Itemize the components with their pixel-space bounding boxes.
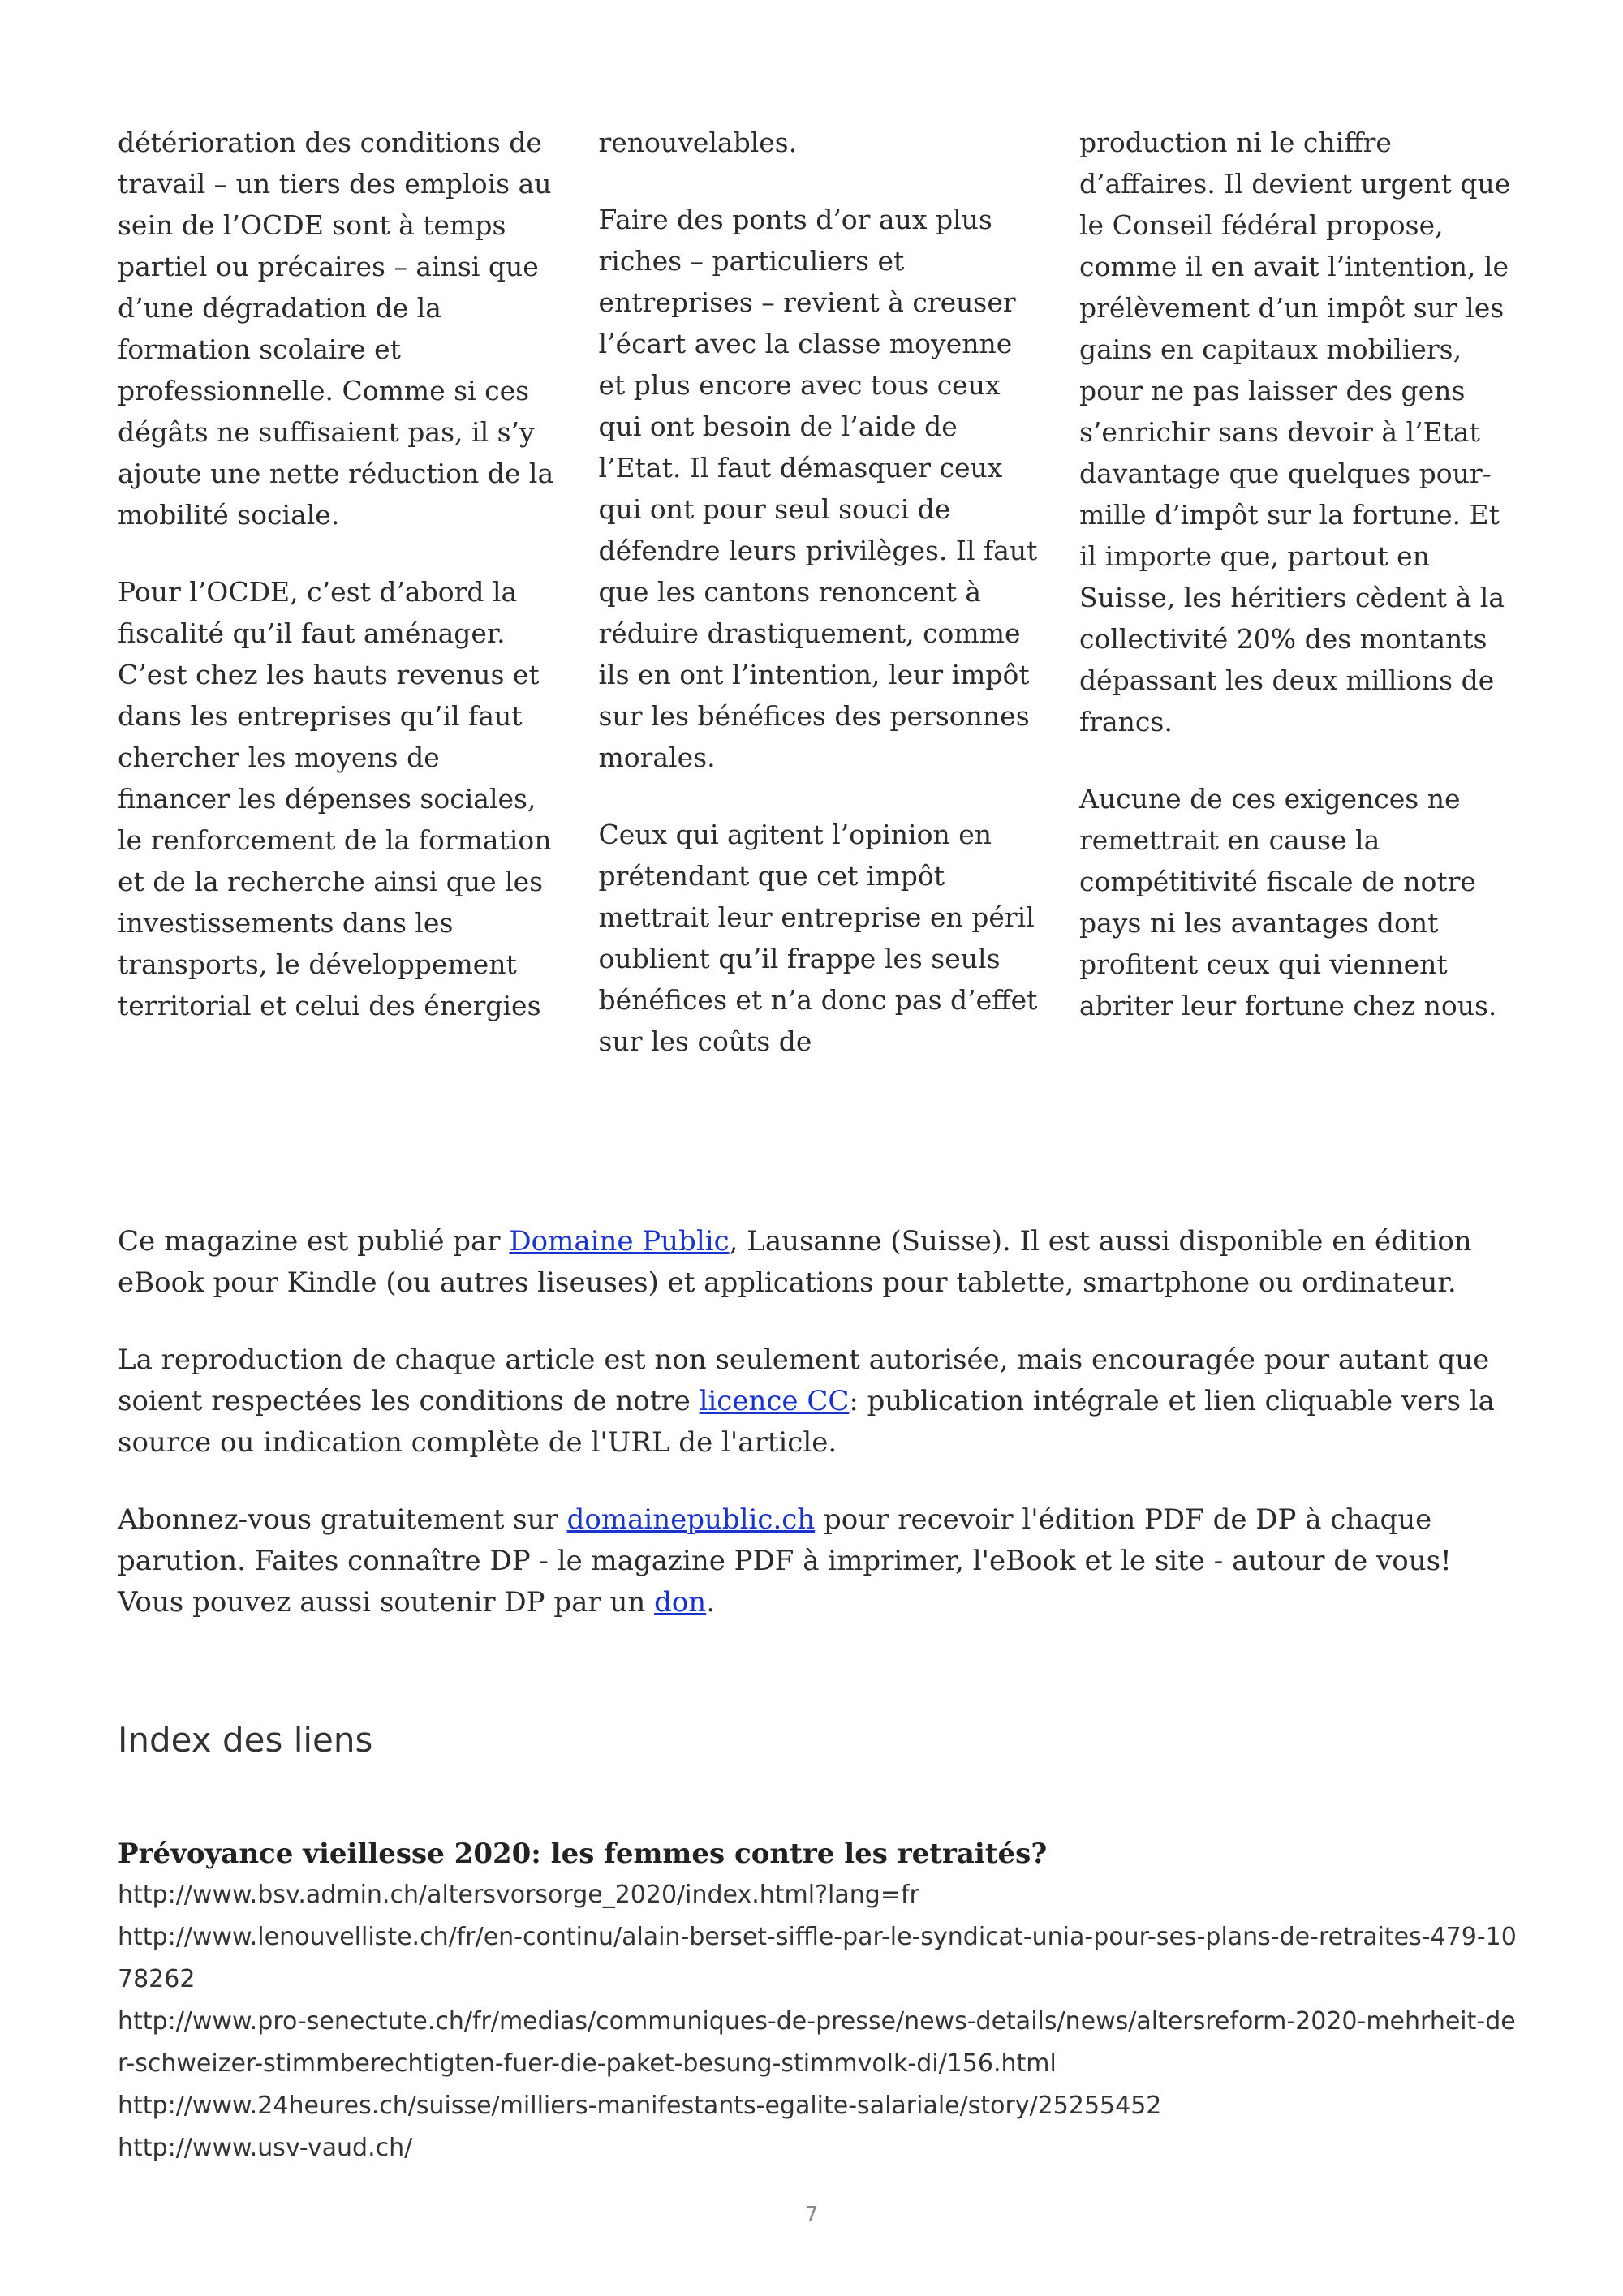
index-link-item[interactable]: http://www.24heures.ch/suisse/milliers-manifestants-egalite-salariale/story/25255452 xyxy=(118,2092,1162,2120)
article-column-1 xyxy=(118,122,560,1047)
subscribe-paragraph xyxy=(118,1499,1522,1623)
licence-cc-link[interactable]: licence CC xyxy=(699,1385,850,1417)
subscribe-text: Abonnez-vous gratuitement sur xyxy=(118,1503,567,1536)
index-article-title: Prévoyance vieillesse 2020: les femmes contre les retraités? xyxy=(118,1838,1048,1870)
links-index-heading: Index des liens xyxy=(118,1720,373,1760)
article-paragraph: détérioration des conditions de travail – un tiers des emplois au sein de l’OCDE sont à temps partiel ou précaires – ainsi que d’une dégradation de la formation scolaire et professionnelle. Comme si ces dégâts ne suffisaient pas, il s’y ajoute une nette réduction de la mobilité sociale. xyxy=(118,127,554,531)
article-column-3 xyxy=(1079,122,1522,1047)
page-number: 7 xyxy=(804,2203,819,2227)
publisher-text-end: , Lausanne (Suisse). Il est aussi disponible en édition eBook pour Kindle (ou autres liseuses) et applications pour tablette, smartphone ou ordinateur. xyxy=(118,1225,1472,1299)
publication-info xyxy=(118,1221,1522,1659)
index-link-item[interactable]: http://www.lenouvelliste.ch/fr/en-continu/alain-berset-siffle-par-le-syndicat-unia-pour-ses-plans-de-retraites-479-1078262 xyxy=(118,1923,1517,1993)
index-link-item[interactable]: http://www.usv-vaud.ch/ xyxy=(118,2134,413,2162)
reproduction-text-end: : publication intégrale et lien cliquable vers la source ou indication complète de l'URL de l'article. xyxy=(118,1385,1495,1459)
article-paragraph: renouvelables. xyxy=(598,127,798,158)
reproduction-paragraph xyxy=(118,1339,1522,1464)
article-paragraph: production ni le chiffre d’affaires. Il devient urgent que le Conseil fédéral propose, comme il en avait l’intention, le prélèvement d’un impôt sur les gains en capitaux mobiliers, pour ne pas laisser des gens s’enrichir sans devoir à l’Etat davantage que quelques pour-mille d’impôt sur la fortune. Et il importe que, partout en Suisse, les héritiers cèdent à la collectivité 20% des montants dépassant les deux millions de francs. xyxy=(1079,127,1511,737)
links-index xyxy=(118,1834,1522,2169)
subscribe-text-middle: pour recevoir l'édition PDF de DP à chaque parution. Faites connaître DP - le magazine PDF à imprimer, l'eBook et le site - autour de vous! Vous pouvez aussi soutenir DP par un xyxy=(118,1503,1452,1619)
publisher-text: Ce magazine est publié par xyxy=(118,1225,510,1258)
article-paragraph: Faire des ponts d’or aux plus riches – particuliers et entreprises – revient à creuser l’écart avec la classe moyenne et plus encore avec tous ceux qui ont besoin de l’aide de l’Etat. Il faut démasquer ceux qui ont pour seul souci de défendre leurs privilèges. Il faut que les cantons renoncent à réduire drastiquement, comme ils en ont l’intention, leur impôt sur les bénéfices des personnes morales. xyxy=(598,204,1038,773)
subscribe-text-end: . xyxy=(706,1586,716,1619)
donation-link[interactable]: don xyxy=(654,1586,707,1619)
reproduction-text: La reproduction de chaque article est non seulement autorisée, mais encouragée pour autant que soient respectées les conditions de notre xyxy=(118,1344,1490,1417)
domainepublic-site-link[interactable]: domainepublic.ch xyxy=(566,1503,816,1536)
article-paragraph: Pour l’OCDE, c’est d’abord la fiscalité qu’il faut aménager. C’est chez les hauts revenus et dans les entreprises qu’il faut chercher les moyens de financer les dépenses sociales, le renforcement de la formation et de la recherche ainsi que les investissements dans les transports, le développement territorial et celui des énergies xyxy=(118,576,552,1021)
article-paragraph: Aucune de ces exigences ne remettrait en cause la compétitivité fiscale de notre pays ni les avantages dont profitent ceux qui viennent abriter leur fortune chez nous. xyxy=(1079,783,1497,1021)
index-link-item[interactable]: http://www.pro-senectute.ch/fr/medias/communiques-de-presse/news-details/news/altersreform-2020-mehrheit-der-schweizer-stimmberechtigten-fuer-die-paket-besung-stimmvolk-di/156.html xyxy=(118,2007,1516,2078)
article-columns xyxy=(118,122,1522,1057)
domaine-public-link[interactable]: Domaine Public xyxy=(509,1225,730,1258)
article-paragraph: Ceux qui agitent l’opinion en prétendant que cet impôt mettrait leur entreprise en péril oublient qu’il frappe les seuls bénéfices et n’a donc pas d’effet sur les coûts de xyxy=(598,819,1038,1057)
index-link-item[interactable]: http://www.bsv.admin.ch/altersvorsorge_2020/index.html?lang=fr xyxy=(118,1881,919,1909)
article-column-2 xyxy=(598,122,1041,1057)
publisher-paragraph xyxy=(118,1221,1522,1304)
